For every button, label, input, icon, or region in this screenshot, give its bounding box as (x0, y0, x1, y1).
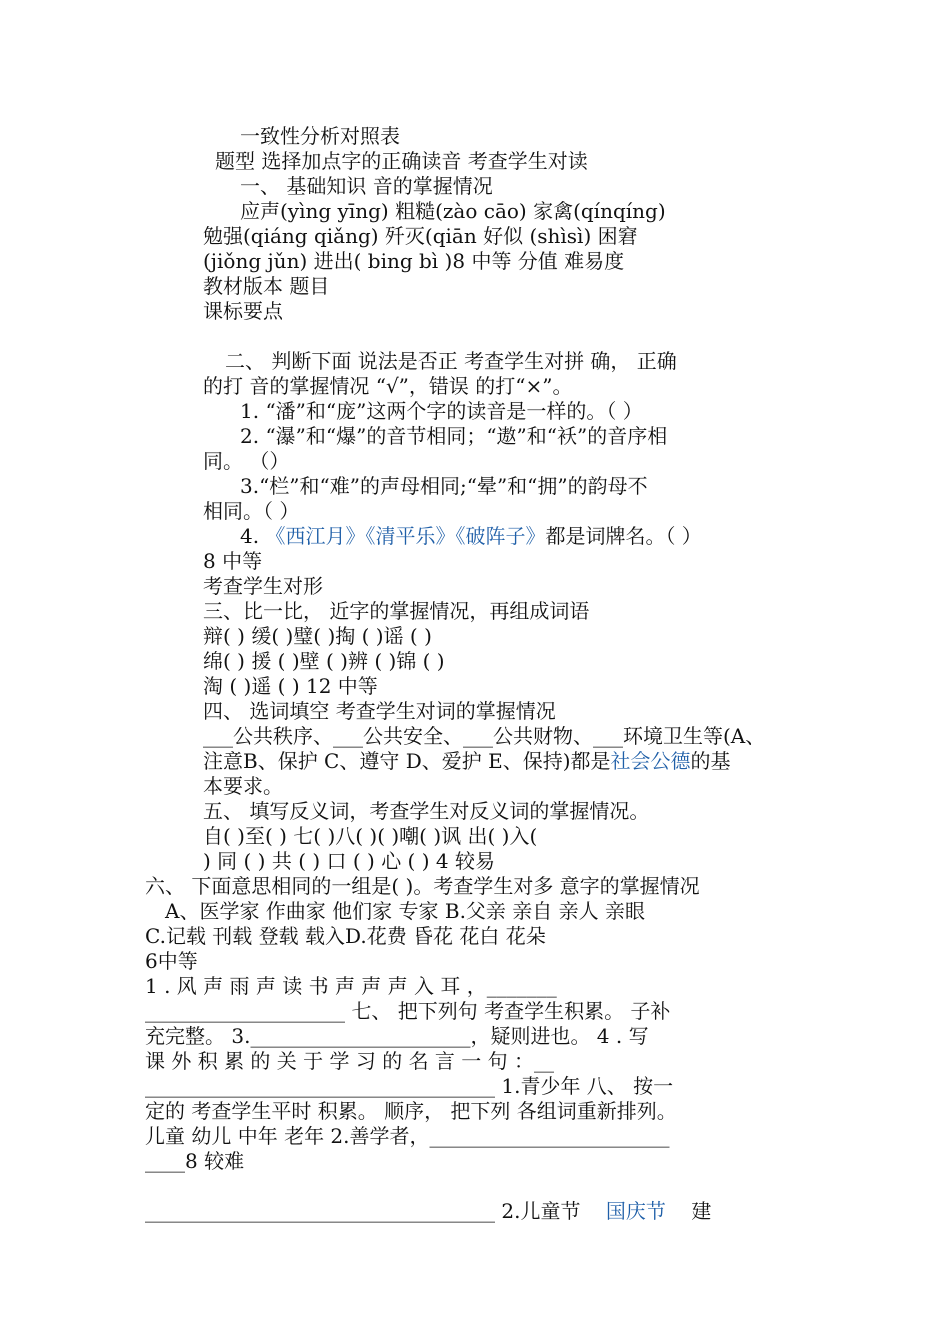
text-line: ____________________ 七、 把下列句 考查学生积累。 子补 (145, 999, 671, 1023)
doc-title: 一致性分析对照表 (240, 124, 400, 148)
text-line: C.记载 刊载 登载 载入D.花费 昏花 花白 花朵 (145, 924, 546, 948)
text-line: 6中等 (145, 949, 198, 973)
text-line: ___________________________________ 1.青少年 八、 按一 (145, 1074, 674, 1098)
text-line: 勉强(qiáng qiǎng) 歼灭(qiān 好似 (shìsì) 困窘 (203, 224, 638, 248)
text-line: ____8 较难 (145, 1149, 245, 1173)
text-line: 1 . 风 声 雨 声 读 书 声 声 声 入 耳 ，_______ (145, 974, 557, 998)
text-line (203, 749, 731, 774)
section-heading: 二、 判断下面 说法是否正 考查学生对拼 确， 正确 (225, 349, 677, 373)
text-line: 自( )至( ) 七( )八( )( )嘲( )讽 出( )入( (203, 824, 538, 848)
question-item: 3.“栏”和“难”的声母相同;“晕”和“拥”的韵母不 (240, 474, 648, 498)
line-text-end: 建 (691, 1199, 712, 1223)
text-line: A、医学家 作曲家 他们家 专家 B.父亲 亲自 亲人 亲眼 (165, 899, 645, 923)
text-line: 课 外 积 累 的 关 于 学 习 的 名 言 一 句 ：__ (145, 1049, 555, 1073)
item-text: 都是词牌名。（ ） (545, 524, 702, 548)
section-heading: 四、 选词填空 考查学生对词的掌握情况 (203, 699, 556, 723)
text-line: 绵( ) 援 ( )壁 ( )辨 ( )锦 ( ) (203, 649, 445, 673)
question-item: 2. “瀑”和“爆”的音节相同；“遨”和“袄”的音序相 (240, 424, 668, 448)
line-text-end: 的基 (690, 749, 731, 773)
text-line: 充完整。 3.______________________，疑则进也。 4 . 写 (145, 1024, 649, 1048)
section-heading: 三、比一比， 近字的掌握情况，再组成词语 (203, 599, 590, 623)
text-line: 应声(yìng yīng) 粗糙(zào cāo) 家禽(qínqíng) (240, 199, 666, 223)
text-line: 淘 ( )遥 ( ) 12 中等 (203, 674, 378, 698)
text-line: 本要求。 (203, 774, 283, 798)
line-text: ___________________________________ 2.儿童节 (145, 1199, 581, 1223)
text-line: 定的 考查学生平时 积累。 顺序， 把下列 各组词重新排列。 (145, 1099, 677, 1123)
text-line: 课标要点 (203, 299, 283, 323)
text-line: ___公共秩序、___公共安全、___公共财物、___环境卫生等(A、 (203, 724, 766, 748)
text-line: 题型 选择加点字的正确读音 考查学生对读 (215, 149, 588, 173)
text-line: 辩( ) 缓( )璧( )掏 ( )谣 ( ) (203, 624, 432, 648)
guoqing-link[interactable]: 国庆节 (605, 1199, 666, 1223)
line-text: 注意B、保护 C、遵守 D、爱护 E、保持)都是 (203, 749, 611, 773)
question-item (240, 524, 702, 549)
gongde-link[interactable]: 社会公德 (610, 749, 691, 773)
text-line: 儿童 幼儿 中年 老年 2.善学者，________________________ (145, 1124, 670, 1148)
text-line: 同。 （） (203, 449, 290, 473)
text-line: 教材版本 题目 (203, 274, 330, 298)
text-line: 8 中等 (203, 549, 263, 573)
question-item: 1. “潘”和“庞”这两个字的读音是一样的。（ ） (240, 399, 643, 423)
text-line: 的打 音的掌握情况 “√”，错误 的打“×”。 (203, 374, 573, 398)
section-heading: 一、 基础知识 音的掌握情况 (240, 174, 493, 198)
text-line: 相同。（ ） (203, 499, 300, 523)
text-line: 考查学生对形 (203, 574, 323, 598)
section-heading: 五、 填写反义词，考查学生对反义词的掌握情况。 (203, 799, 650, 823)
cipai-link[interactable]: 《西江月》《清平乐》《破阵子》 (265, 524, 546, 548)
text-line: (jiǒng jǔn) 进出( bing bì )8 中等 分值 难易度 (203, 249, 625, 273)
item-number: 4. (240, 524, 260, 548)
text-line (145, 1199, 711, 1224)
section-heading: 六、 下面意思相同的一组是( )。考查学生对多 意字的掌握情况 (145, 874, 700, 898)
text-line: ) 同 ( ) 共 ( ) 口 ( ) 心 ( ) 4 较易 (203, 849, 495, 873)
